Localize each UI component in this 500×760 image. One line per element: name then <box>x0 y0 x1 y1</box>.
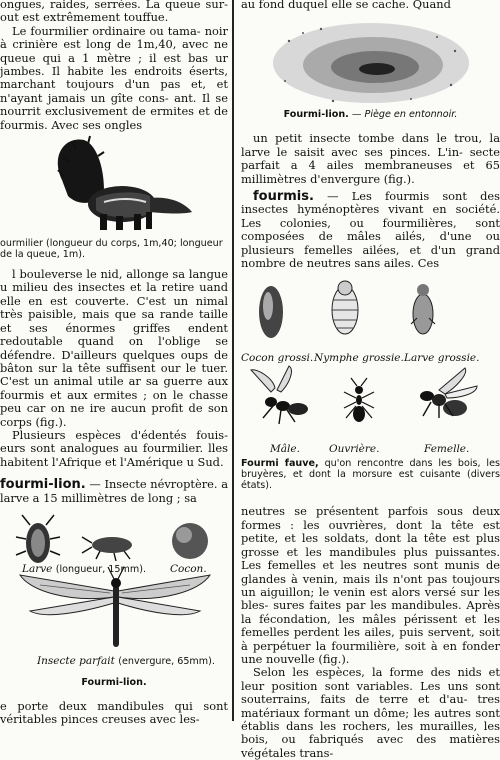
ants-caption: Fourmi fauve, qu'on rencontre dans les bois, les bruyères, et dont la morsure est cuisante (divers états). <box>241 458 500 492</box>
paragraph: ongues, raides, serrées. La queue sur- out est extrêmement touffue. <box>0 0 228 25</box>
paragraph: e porte deux mandibules qui sont véritables pinces creuses avec les- <box>0 698 228 727</box>
antlion-caption: Fourmi-lion. <box>81 676 147 688</box>
paragraph: au fond duquel elle se cache. Quand <box>241 0 451 11</box>
cocon-label: Cocon grossi. <box>241 352 314 365</box>
larve-label: Larve (longueur, 15mm). <box>22 562 146 575</box>
paragraph: Plusieurs espèces d'édentés fouis- eurs sont analogues au fourmilier. lles habitent l'Afrique et l'Amérique u Sud. <box>0 427 228 469</box>
larve-label: Larve grossie. <box>404 352 480 365</box>
entry-text: — Les fourmis sont des insectes hyménoptères vivant en société. Les colonies, ou fourmilières, sont composées de mâles ailés, d'une ou plusieurs femelles ailées, et d'un grand nombre de neutres sans ailes. Ces <box>241 189 500 271</box>
anteater-illustration <box>0 132 228 238</box>
cocon-label: Cocon. <box>170 562 207 575</box>
anteater-figure <box>0 132 228 238</box>
antlion-trap-illustration <box>241 11 500 111</box>
antlion-illustration <box>0 505 228 675</box>
column-rule <box>232 0 234 721</box>
entry-fourmis <box>241 190 500 270</box>
right-column <box>241 0 500 760</box>
trap-caption: Fourmi-lion. — Piège en entonnoir. <box>283 109 458 121</box>
antlion-trap-figure <box>241 11 500 111</box>
male-label: Mâle. <box>270 443 300 456</box>
entry-text: — Insecte névroptère. a larve a 15 millimètres de long ; sa <box>0 477 228 505</box>
headword: fourmi-lion. <box>0 477 86 493</box>
paragraph: neutres se présentent parfois sous deux formes : les ouvrières, dont la tête est petite, et les soldats, dont la tête est plus grosse et les mandibules plus puissantes. Les femelles et les neutres sont munis de glandes à venin, mais ils n'ont pas toujours un aiguillon; le venin est alors versé sur les bles- sures faites par les mandibules. Après la fécondation, les mâles périssent et les femelles perdent les ailes, puis servent, soit à perpétuer la fourmilière, soit à en fonder une nouvelle (fig.). <box>241 504 500 666</box>
antlion-figure <box>0 505 228 675</box>
anteater-caption: ourmilier (longueur du corps, 1m,40; longueur de la queue, 1m). <box>0 238 223 261</box>
entry-fourmi-lion <box>0 478 228 505</box>
paragraph: Selon les espèces, la forme des nids et leur position sont variables. Les uns sont souterrains, faits de terre et d'au- tres matériaux formant un dôme; les autres sont établis dans les rochers, les murailles, les bois, ou fabriqués avec des matières végétales trans- <box>241 665 500 760</box>
paragraph: l bouleverse le nid, allonge sa langue u milieu des insectes et la retire uand elle en est couverte. C'est un nimal très paisible, mais que sa rande taille et ses énormes griffes endent redoutable quand on l'oblige se défendre. D'ailleurs quelques oups de bâton sur la tête suffisent our le tuer. C'est un animal utile ar sa guerre aux fourmis et aux ermites ; on le chasse peu car on ne ire aucun profit de son corps (fig.). <box>0 267 228 429</box>
headword: fourmis. <box>253 189 314 205</box>
ants-figure <box>241 274 500 472</box>
left-column <box>0 0 228 727</box>
ouvriere-label: Ouvrière. <box>329 443 380 456</box>
parfait-label: Insecte parfait (envergure, 65mm). <box>37 654 215 667</box>
nymphe-label: Nymphe grossie. <box>314 352 404 365</box>
paragraph: Le fourmilier ordinaire ou tama- noir à crinière est long de 1m,40, avec ne queue qui a 1 mètre ; il est bas ur jambes. Il habite les endroits éserts, marchant toujours d'un pas et, et n'ayant jamais un gîte cons- ant. Il se nourrit exclusivement de ermites et de fourmis. Avec ses ongles <box>0 23 228 132</box>
paragraph: un petit insecte tombe dans le trou, la larve le saisit avec ses pinces. L'in- secte parfait a 4 ailes membraneuses et 65 millimètres d'envergure (fig.). <box>241 131 500 186</box>
femelle-label: Femelle. <box>424 443 470 456</box>
